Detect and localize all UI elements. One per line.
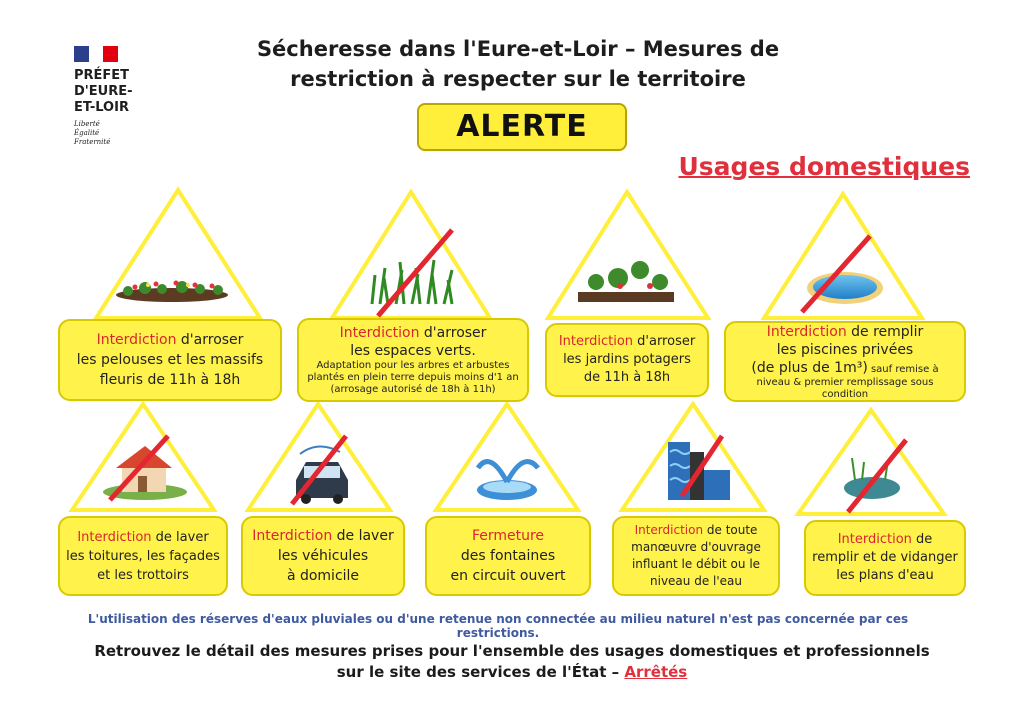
- measure-note: niveau & premier remplissage sous condition: [756, 376, 934, 400]
- rainwater-note: L'utilisation des réserves d'eaux pluviales ou d'une retenue non connectée au milieu naturel n'est pas concernée par ces restrictions.: [87, 612, 909, 640]
- logo-line-2: D'EURE-: [74, 84, 133, 99]
- swimming-pool-icon: [764, 194, 922, 318]
- pond-icon: [798, 410, 944, 514]
- title-line-2: restriction à respecter sur le territoire: [290, 67, 746, 91]
- measure-text: remplir et de vidanger: [812, 550, 958, 565]
- measure-text: les piscines privées: [776, 341, 914, 358]
- measure-text: de laver: [332, 528, 394, 544]
- measure-keyword: Interdiction: [634, 523, 704, 537]
- footer-line-1: Retrouvez le détail des mesures prises pour l'ensemble des usages domestiques et professionnels: [94, 642, 930, 660]
- measure-keyword: Interdiction: [837, 532, 912, 547]
- grass-icon: [332, 192, 490, 318]
- measure-text: niveau de l'eau: [650, 574, 742, 588]
- measure-vegetable-gardens: [545, 323, 709, 397]
- car-wash-icon: [248, 404, 390, 510]
- measure-text: manœuvre d'ouvrage: [631, 540, 761, 554]
- measure-text: de: [911, 532, 933, 547]
- measure-keyword: Interdiction: [96, 332, 177, 348]
- footer-line-2: [60, 662, 964, 683]
- measure-keyword: Interdiction: [558, 334, 634, 349]
- measure-keyword: Fermeture: [471, 528, 545, 544]
- measure-note: sauf remise à: [867, 363, 939, 375]
- measure-text: les espaces verts.: [350, 343, 476, 359]
- measure-text: de 11h à 18h: [583, 370, 671, 385]
- measure-ponds: [804, 520, 966, 596]
- measure-note: Adaptation pour les arbres et arbustes: [316, 360, 510, 371]
- measure-roofs: [58, 516, 228, 596]
- alert-level-badge: ALERTE: [417, 103, 627, 151]
- motto-egalite: Égalité: [74, 129, 100, 137]
- measure-green-spaces: [297, 318, 529, 402]
- logo-line-3: ET-LOIR: [74, 100, 129, 115]
- measure-keyword: Interdiction: [339, 325, 420, 341]
- footer-line-2-text: sur le site des services de l'État –: [336, 663, 625, 681]
- arretes-link[interactable]: Arrêtés: [624, 663, 688, 681]
- measure-keyword: Interdiction: [252, 528, 333, 544]
- measure-text: les véhicules: [277, 548, 369, 564]
- measure-text: (de plus de 1m³): [751, 359, 868, 376]
- measure-swimming-pools: [724, 321, 966, 402]
- measure-water-structures: [612, 516, 780, 596]
- measure-text: les jardins potagers: [563, 352, 691, 367]
- measure-note: plantés en plein terre depuis moins d'1 an: [307, 372, 519, 383]
- measure-text: à domicile: [286, 568, 360, 584]
- dam-icon: [622, 404, 764, 510]
- measure-keyword: Interdiction: [77, 529, 152, 545]
- measure-text: fleuris de 11h à 18h: [99, 372, 241, 388]
- measure-text: d'arroser: [419, 325, 487, 341]
- footer-text: [60, 641, 964, 683]
- measure-text: de laver: [151, 529, 209, 545]
- section-title: Usages domestiques: [678, 152, 970, 181]
- measure-vehicles: [241, 516, 405, 596]
- measure-keyword: Interdiction: [766, 323, 847, 340]
- measure-text: influant le débit ou le: [631, 557, 761, 571]
- measure-text: de toute: [703, 523, 758, 537]
- motto-liberte: Liberté: [74, 120, 100, 128]
- fountain-icon: [436, 404, 578, 510]
- vegetable-garden-icon: [548, 192, 708, 318]
- flowerbed-icon: [96, 190, 260, 318]
- measure-text: d'arroser: [633, 334, 696, 349]
- measure-text: d'arroser: [176, 332, 244, 348]
- measure-text: les pelouses et les massifs: [76, 352, 264, 368]
- measure-lawns: [58, 319, 282, 401]
- house-roof-icon: [72, 404, 214, 510]
- measure-text: les plans d'eau: [836, 568, 934, 583]
- measure-text: de remplir: [846, 323, 924, 340]
- measure-text: et les trottoirs: [97, 567, 189, 583]
- title-line-1: Sécheresse dans l'Eure-et-Loir – Mesures de: [256, 37, 780, 61]
- measure-text: les toitures, les façades: [66, 548, 220, 564]
- measure-text: en circuit ouvert: [450, 568, 566, 584]
- measure-note: (arrosage autorisé de 18h à 11h): [330, 384, 496, 395]
- measure-text: des fontaines: [460, 548, 556, 564]
- measure-fountains: [425, 516, 591, 596]
- logo-line-1: PRÉFET: [74, 68, 130, 83]
- motto-fraternite: Fraternité: [74, 138, 111, 146]
